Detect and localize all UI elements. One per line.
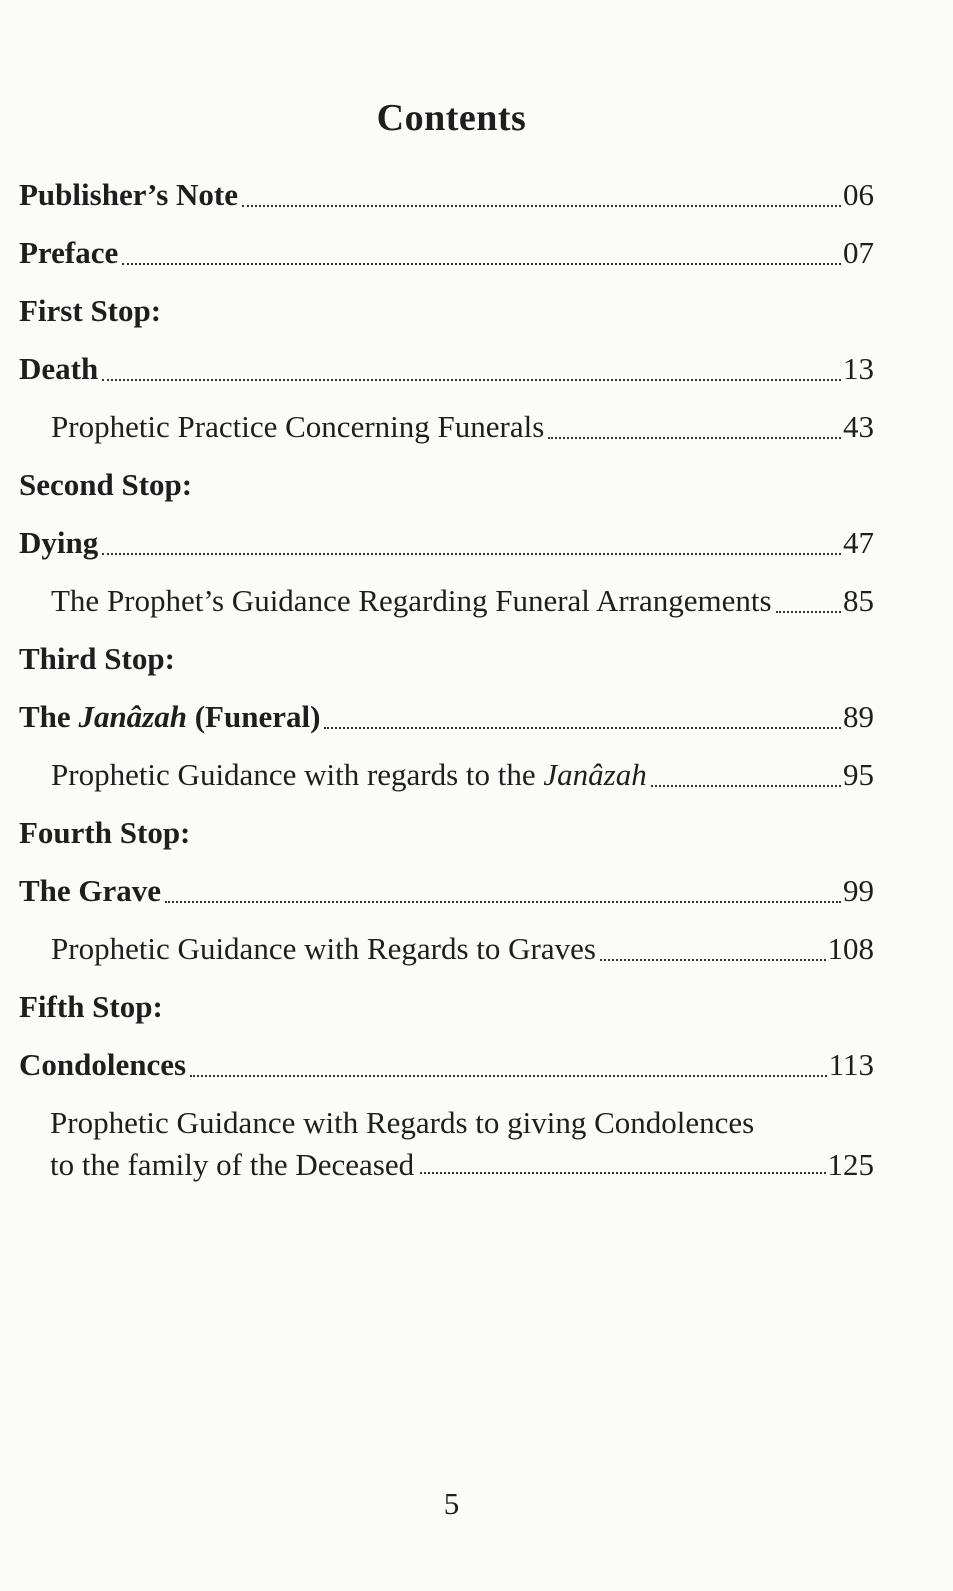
toc-entry-page: 99: [843, 873, 874, 908]
label-prefix: Prophetic Guidance with regards to the: [51, 757, 536, 792]
toc-subentry-label-line1: Prophetic Guidance with Regards to giving Condolences: [50, 1105, 755, 1140]
dot-leader: [420, 1172, 825, 1174]
toc-entry: [19, 514, 874, 572]
toc-subentry: [19, 398, 874, 456]
page-title: Contents: [376, 97, 527, 139]
toc-entry: [19, 340, 874, 398]
dot-leader: [122, 263, 841, 265]
section-heading: [19, 630, 874, 688]
dot-leader: [102, 379, 841, 381]
dot-leader: [102, 553, 841, 555]
toc-entry: [19, 1036, 874, 1094]
label-italic-term: Janâzah: [543, 757, 647, 792]
section-heading: [19, 804, 874, 862]
toc-entry: [19, 166, 874, 224]
toc-entry-label: The Grave: [19, 873, 162, 908]
toc-subentry-label: The Prophet’s Guidance Regarding Funeral Arrangements: [51, 583, 772, 618]
toc-entry-page: 95: [843, 757, 874, 792]
dot-leader: [242, 205, 841, 207]
section-heading: [19, 282, 874, 340]
section-heading-label: Fifth Stop:: [19, 989, 163, 1024]
toc-entry-page: 89: [843, 699, 874, 734]
toc-entry-label: Condolences: [19, 1047, 187, 1082]
toc-entry-label: Preface: [19, 235, 119, 270]
toc-entry-page: 47: [843, 525, 874, 560]
dot-leader: [548, 437, 841, 439]
toc-entry-page: 113: [828, 1047, 874, 1082]
toc-entry: [19, 688, 874, 746]
dot-leader: [651, 785, 841, 787]
toc-entry-page: 13: [843, 351, 874, 386]
toc-entry-page: 108: [827, 931, 874, 966]
section-heading-label: First Stop:: [19, 293, 162, 328]
dot-leader: [190, 1075, 827, 1077]
toc-entry-page: 125: [827, 1147, 874, 1182]
label-suffix: (Funeral): [194, 699, 321, 734]
page-number: 5: [443, 1486, 460, 1521]
dot-leader: [324, 727, 841, 729]
toc-entry-label: Dying: [19, 525, 99, 560]
toc-subentry-label: Prophetic Practice Concerning Funerals: [51, 409, 545, 444]
section-heading: [19, 456, 874, 514]
toc-entry-label: [19, 699, 320, 735]
toc-subentry-label: [51, 757, 647, 793]
label-italic-term: Janâzah: [78, 699, 187, 734]
toc-subentry-line2: [50, 1144, 874, 1186]
toc-subentry: [19, 1102, 874, 1186]
section-heading-label: Fourth Stop:: [19, 815, 191, 850]
table-of-contents: [19, 166, 874, 1186]
toc-subentry: [19, 572, 874, 630]
toc-entry-page: 43: [843, 409, 874, 444]
toc-entry-label: Publisher’s Note: [19, 177, 238, 212]
toc-entry: [19, 862, 874, 920]
toc-entry-page: 06: [843, 177, 874, 212]
toc-entry-page: 07: [843, 235, 874, 270]
toc-entry-label: Death: [19, 351, 99, 386]
toc-subentry: [19, 920, 874, 978]
toc-entry: [19, 224, 874, 282]
section-heading-label: Second Stop:: [19, 467, 193, 502]
toc-subentry: [19, 746, 874, 804]
toc-subentry-label-line2: to the family of the Deceased: [50, 1147, 415, 1182]
toc-subentry-label: Prophetic Guidance with Regards to Graves: [51, 931, 596, 966]
label-prefix: The: [19, 699, 71, 734]
dot-leader: [600, 959, 826, 961]
section-heading: [19, 978, 874, 1036]
dot-leader: [776, 611, 841, 613]
section-heading-label: Third Stop:: [19, 641, 175, 676]
toc-entry-page: 85: [843, 583, 874, 618]
dot-leader: [165, 901, 841, 903]
